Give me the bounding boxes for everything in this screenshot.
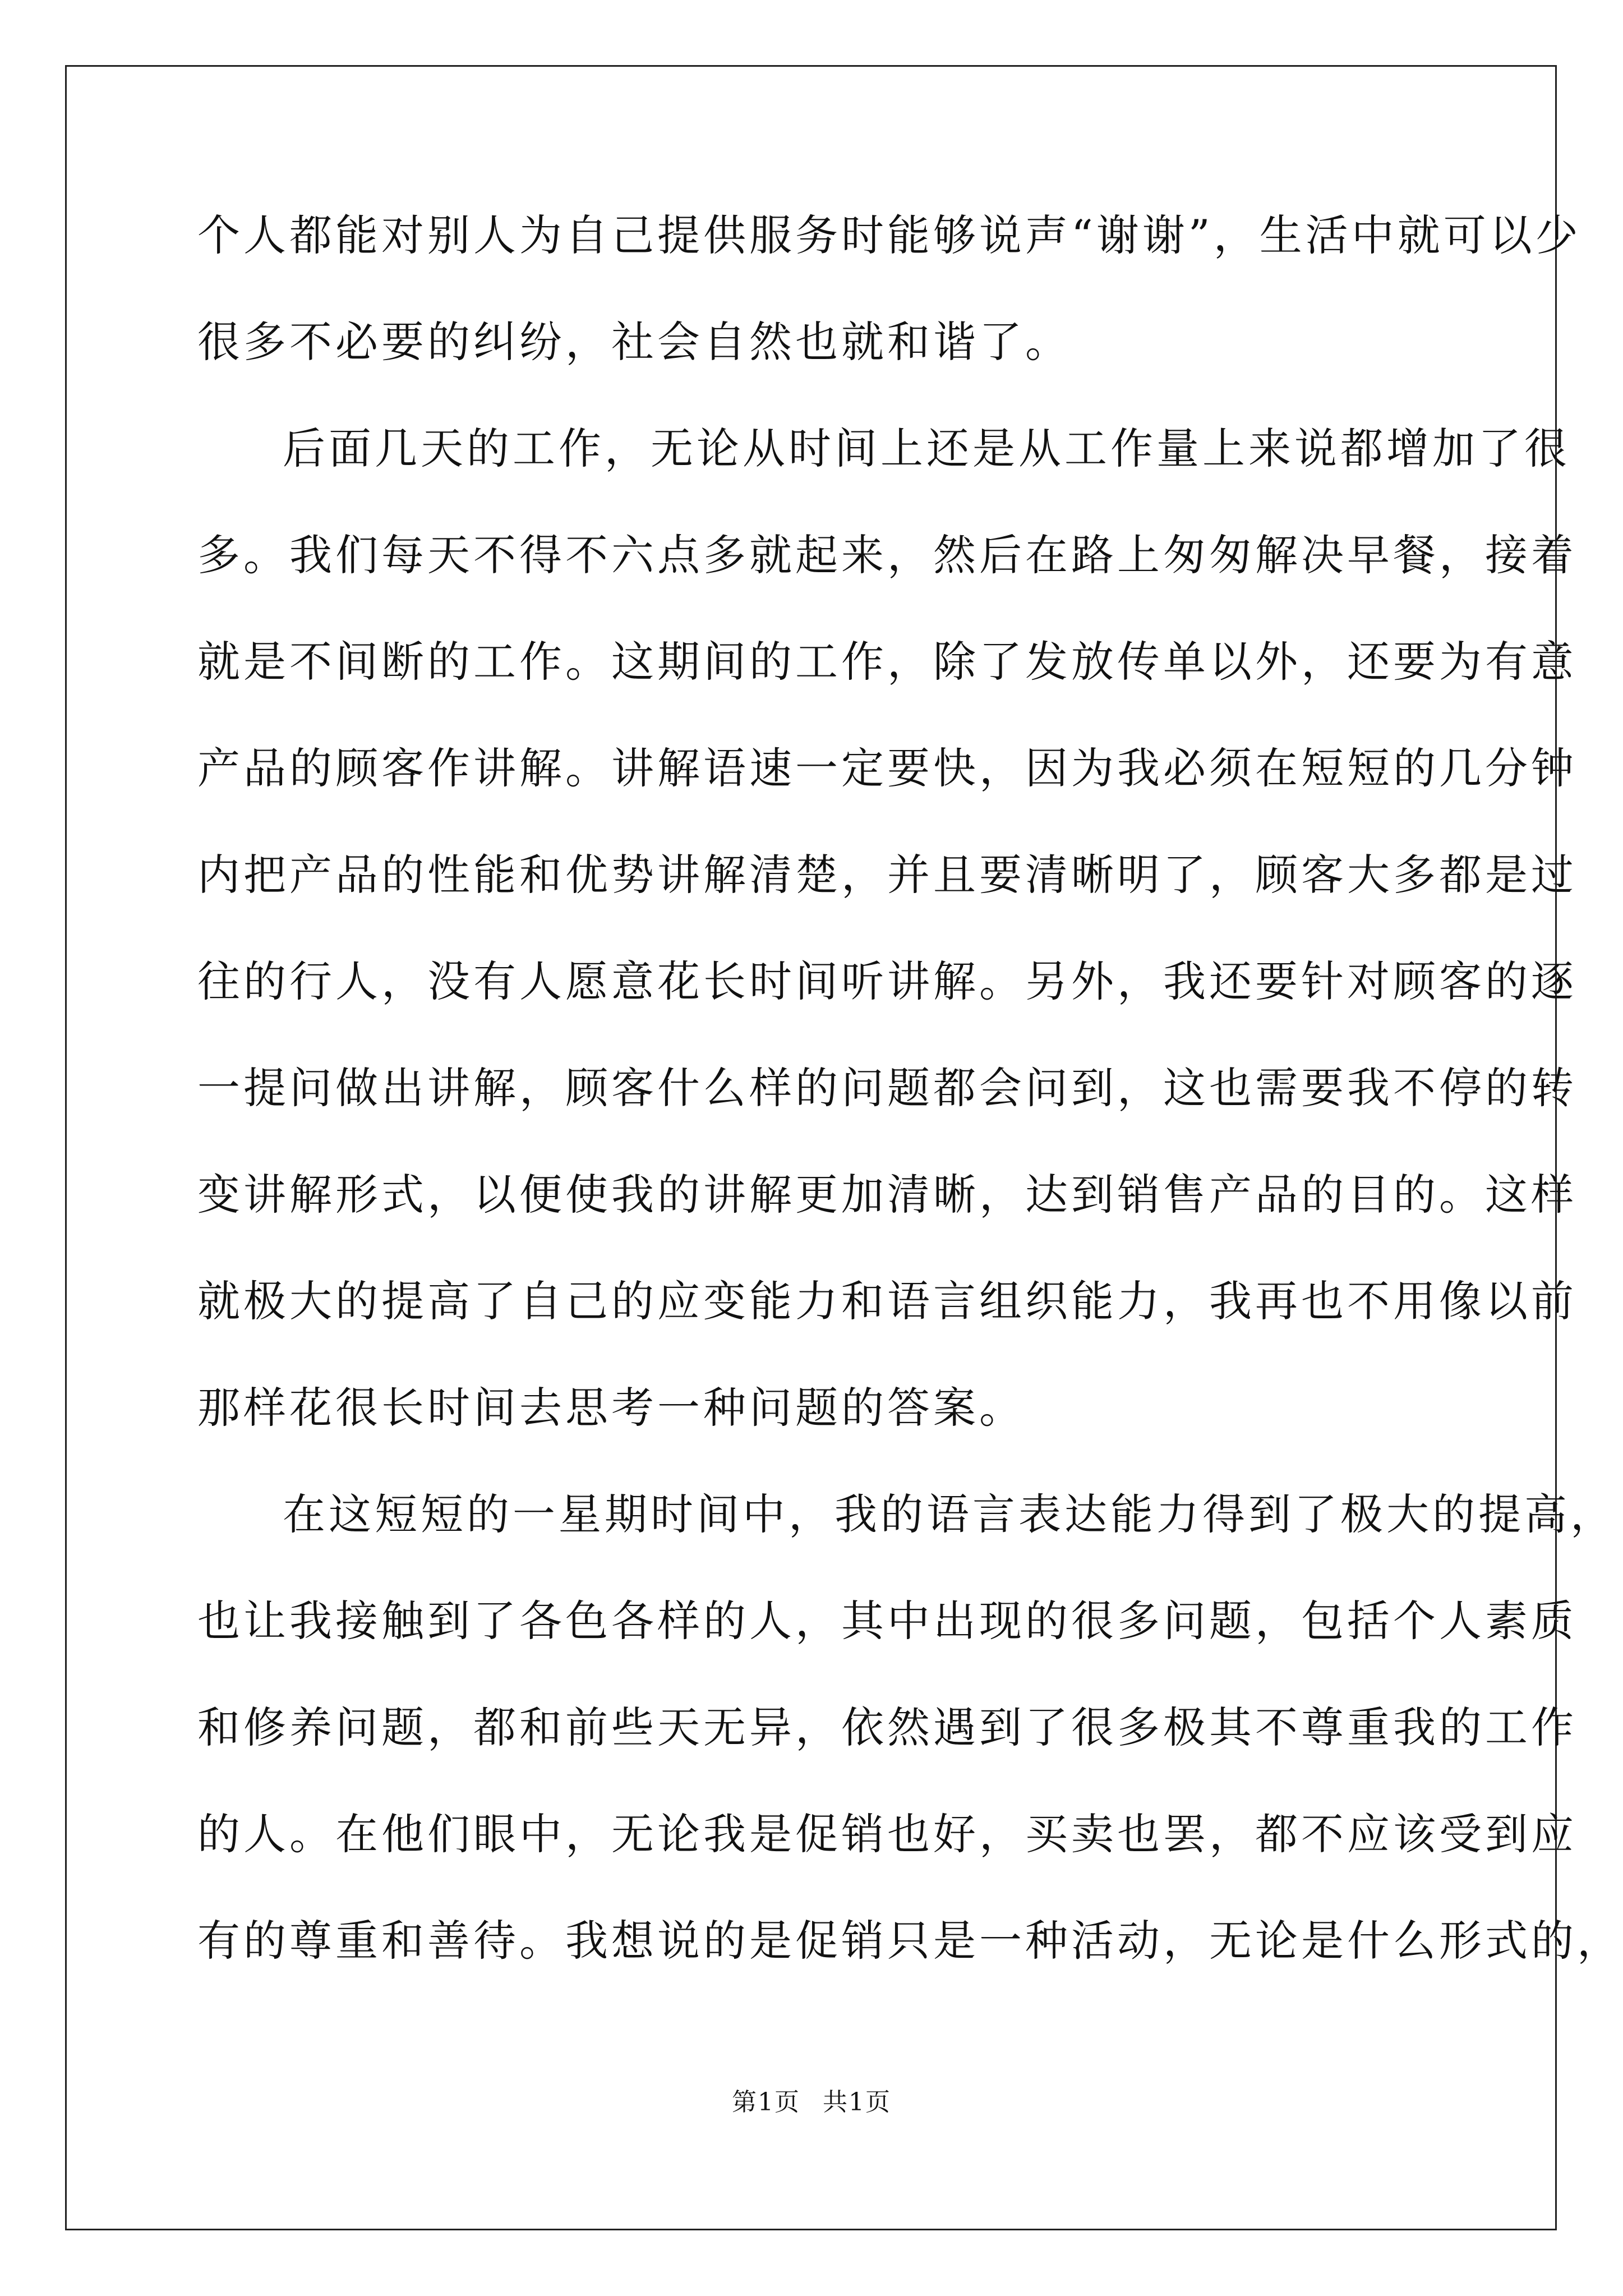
- text-line-16: 的人。在他们眼中，无论我是促销也好，买卖也罢，都不应该受到应: [197, 1809, 1577, 1859]
- text-line-8: 往的行人，没有人愿意花长时间听讲解。另外，我还要针对顾客的逐: [197, 956, 1577, 1006]
- text-line-3: 后面几天的工作，无论从时间上还是从工作量上来说都增加了很: [283, 424, 1570, 473]
- text-line-2: 很多不必要的纠纷，社会自然也就和谐了。: [197, 317, 1071, 367]
- text-line-1: 个人都能对别人为自己提供服务时能够说声“谢谢”，生活中就可以少: [197, 210, 1581, 260]
- text-line-6: 产品的顾客作讲解。讲解语速一定要快，因为我必须在短短的几分钟: [197, 743, 1577, 793]
- document-body: [197, 209, 1623, 2021]
- page-footer: [0, 2087, 1623, 2118]
- text-line-7: 内把产品的性能和优势讲解清楚，并且要清晰明了，顾客大多都是过: [197, 850, 1577, 900]
- text-line-9: 一提问做出讲解，顾客什么样的问题都会问到，这也需要我不停的转: [197, 1063, 1577, 1113]
- text-line-4: 多。我们每天不得不六点多就起来，然后在路上匆匆解决早餐，接着: [197, 530, 1577, 580]
- page-number-current: 第1页: [732, 2088, 800, 2116]
- text-line-11: 就极大的提高了自己的应变能力和语言组织能力，我再也不用像以前: [197, 1276, 1577, 1326]
- text-line-14: 也让我接触到了各色各样的人，其中出现的很多问题，包括个人素质: [197, 1596, 1577, 1646]
- text-line-15: 和修养问题，都和前些天无异，依然遇到了很多极其不尊重我的工作: [197, 1703, 1577, 1752]
- text-line-13: 在这短短的一星期时间中，我的语言表达能力得到了极大的提高，: [283, 1489, 1616, 1539]
- text-line-5: 就是不间断的工作。这期间的工作，除了发放传单以外，还要为有意: [197, 637, 1577, 687]
- text-line-10: 变讲解形式，以便使我的讲解更加清晰，达到销售产品的目的。这样: [197, 1170, 1577, 1220]
- text-line-12: 那样花很长时间去思考一种问题的答案。: [197, 1383, 1025, 1433]
- page-number-total: 共1页: [823, 2088, 891, 2116]
- text-line-17: 有的尊重和善待。我想说的是促销只是一种活动，无论是什么形式的，: [197, 1916, 1623, 1966]
